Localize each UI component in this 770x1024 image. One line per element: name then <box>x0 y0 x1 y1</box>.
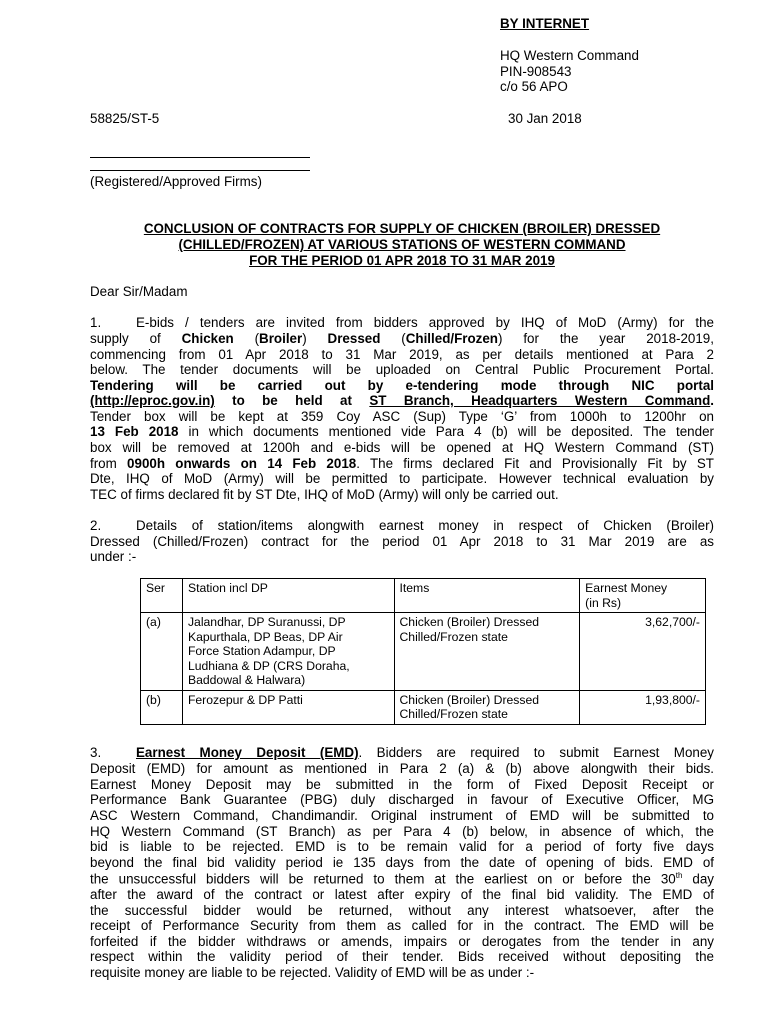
subject-line-3: FOR THE PERIOD 01 APR 2018 TO 31 MAR 2019 <box>249 253 555 268</box>
para1-line-5: Tendering will be carried out by e-tendering mode through NIC portal <box>90 378 714 393</box>
header-station: Station incl DP <box>182 579 394 613</box>
para2-line-1: Details of station/items alongwith earnest money in respect of Chicken (Broiler) <box>136 518 714 533</box>
para1-line-2: supply of Chicken (Broiler) Dressed (Chilled/Frozen) for the year 2018-2019, <box>90 331 714 346</box>
para3-line-7: bid is liable to be rejected. EMD is to be remain valid for a period of forty five days <box>90 839 714 854</box>
emd-title: Earnest Money Deposit (EMD) <box>136 745 359 760</box>
para3-line-8: beyond the final bid validity period ie 135 days from the date of opening of bids. EMD of <box>90 855 714 870</box>
address-blank-line-1 <box>90 157 310 158</box>
para3-line-3: Earnest Money Deposit may be submitted in the form of Fixed Deposit Receipt or <box>90 777 714 792</box>
para1-line-12: TEC of firms declared fit by ST Dte, IHQ of MoD (Army) will only be carried out. <box>90 487 559 502</box>
recipient: (Registered/Approved Firms) <box>90 174 262 189</box>
para1-line-1: E-bids / tenders are invited from bidders approved by IHQ of MoD (Army) for the <box>136 315 714 330</box>
subject-line-1: CONCLUSION OF CONTRACTS FOR SUPPLY OF CHICKEN (BROILER) DRESSED <box>143 221 661 236</box>
para3-line-12: receipt of Performance Security from them as called for in the contract. The EMD will be <box>90 918 714 933</box>
para3-line-10: after the award of the contract or latest after expiry of the final bid validity. The EMD of <box>90 887 714 902</box>
para3-line-13: forfeited if the bidder withdraws or amends, impairs or derogates from the tender in any <box>90 934 714 949</box>
table-row <box>141 613 706 691</box>
para3-line-6: HQ Western Command (ST Branch) as per Para 4 (b) below, in absence of which, the <box>90 824 714 839</box>
letter-date: 30 Jan 2018 <box>508 111 582 126</box>
para1-line-9: box will be removed at 1200h and e-bids will be opened at HQ Western Command (ST) <box>90 440 714 455</box>
para2-line-3: under :- <box>90 549 137 564</box>
row-items: Chicken (Broiler) Dressed Chilled/Frozen state <box>394 690 580 724</box>
address-line-1: HQ Western Command <box>500 48 639 63</box>
earnest-money-table <box>140 578 706 725</box>
subject-line-2: (CHILLED/FROZEN) AT VARIOUS STATIONS OF WESTERN COMMAND <box>178 237 626 252</box>
reference-number: 58825/ST-5 <box>90 111 160 126</box>
para1-line-6: (http://eproc.gov.in) to be held at ST Branch, Headquarters Western Command. <box>90 393 714 408</box>
row-station: Ferozepur & DP Patti <box>182 690 394 724</box>
para2-number: 2. <box>90 518 102 533</box>
nic-portal-link[interactable]: (http://eproc.gov.in) <box>90 393 215 408</box>
para3-number: 3. <box>90 745 102 760</box>
para3-line-2: Deposit (EMD) for amount as mentioned in Para 2 (a) & (b) above alongwith their bids. <box>90 761 714 776</box>
row-station: Jalandhar, DP Suranussi, DP Kapurthala, DP Beas, DP Air Force Station Adampur, DP Ludhiana & DP (CRS Doraha, Baddowal & Halwara) <box>182 613 394 691</box>
header-items: Items <box>394 579 580 613</box>
para3-line-14: respect within the validity period of their tender. Bids received without depositing the <box>90 949 714 964</box>
para1-line-11: Dte, IHQ of MoD (Army) will be permitted to participate. However technical evaluation by <box>90 471 714 486</box>
row-ser: (b) <box>141 690 183 724</box>
table-header-row <box>141 579 706 613</box>
row-amount: 1,93,800/- <box>580 690 706 724</box>
para1-line-7: Tender box will be kept at 359 Coy ASC (Sup) Type ‘G’ from 1000h to 1200hr on <box>90 409 714 424</box>
para1-line-8: 13 Feb 2018 in which documents mentioned vide Para 4 (b) will be deposited. The tender <box>90 424 714 439</box>
para3-line-4: Performance Bank Guarantee (PBG) duly discharged in favour of Executive Officer, MG <box>90 792 714 807</box>
header-earnest-money: Earnest Money (in Rs) <box>580 579 706 613</box>
row-items: Chicken (Broiler) Dressed Chilled/Frozen state <box>394 613 580 691</box>
table-row <box>141 690 706 724</box>
row-ser: (a) <box>141 613 183 691</box>
para3-line-5: ASC Western Command, Chandimandir. Original instrument of EMD will be submitted to <box>90 808 714 823</box>
para1-number: 1. <box>90 315 102 330</box>
para3-line-9: the unsuccessful bidders will be returned to them at the earliest on or before the 30th day <box>90 871 714 887</box>
address-blank-line-2 <box>90 170 310 171</box>
para2-line-2: Dressed (Chilled/Frozen) contract for the period 01 Apr 2018 to 31 Mar 2019 are as <box>90 534 714 549</box>
para1-line-3: commencing from 01 Apr 2018 to 31 Mar 2019, as per details mentioned at Para 2 <box>90 347 714 362</box>
dispatch-mode: BY INTERNET <box>500 16 590 31</box>
header-ser: Ser <box>141 579 183 613</box>
address-line-2: PIN-908543 <box>500 64 572 79</box>
address-line-3: c/o 56 APO <box>500 79 568 94</box>
salutation: Dear Sir/Madam <box>90 284 188 299</box>
para3-line-11: the successful bidder would be returned, without any interest whatsoever, after the <box>90 903 714 918</box>
para3-line-1: Earnest Money Deposit (EMD). Bidders are required to submit Earnest Money <box>136 745 714 760</box>
para1-line-10: from 0900h onwards on 14 Feb 2018. The firms declared Fit and Provisionally Fit by ST <box>90 456 714 471</box>
para1-line-4: below. The tender documents will be uploaded on Central Public Procurement Portal. <box>90 362 714 377</box>
para3-line-15: requisite money are liable to be rejected. Validity of EMD will be as under :- <box>90 965 535 980</box>
row-amount: 3,62,700/- <box>580 613 706 691</box>
